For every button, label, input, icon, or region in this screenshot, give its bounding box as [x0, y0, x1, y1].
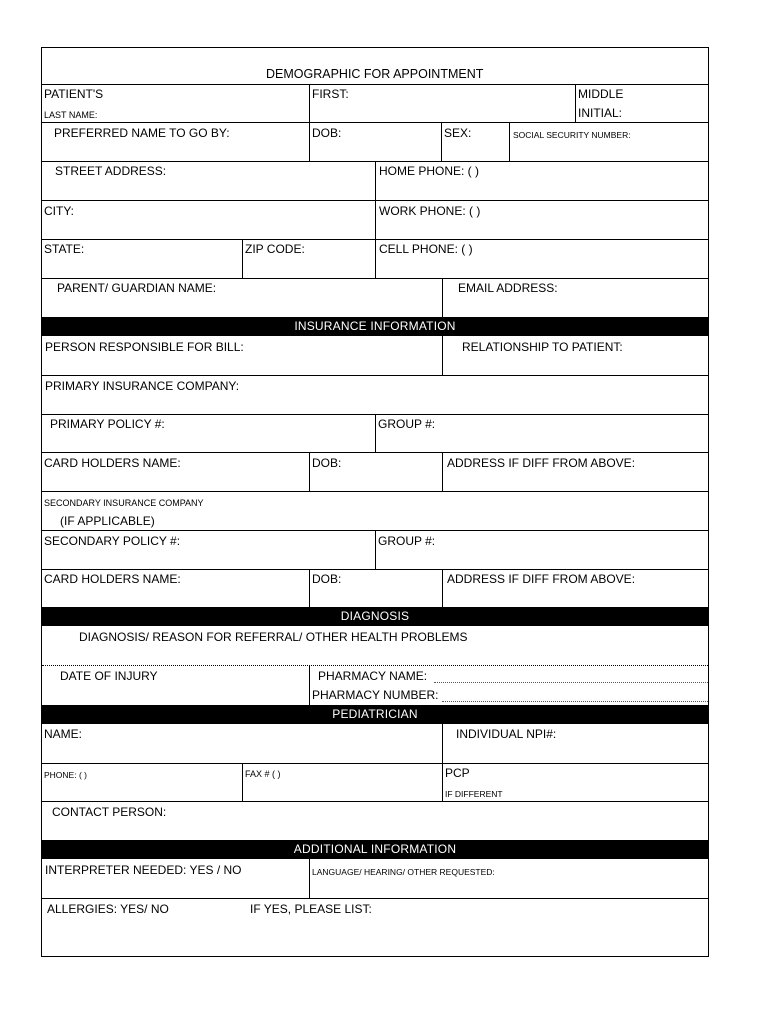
diagnosis-reason-label: DIAGNOSIS/ REASON FOR REFERRAL/ OTHER HEALTH PROBLEMS	[79, 630, 468, 644]
col-divider	[375, 414, 376, 452]
street-address-label: STREET ADDRESS:	[55, 164, 167, 178]
row-divider-dotted	[42, 665, 708, 666]
row-divider	[42, 763, 708, 764]
npi-label: INDIVIDUAL NPI#:	[456, 727, 557, 741]
guardian-name-label: PARENT/ GUARDIAN NAME:	[57, 281, 217, 295]
pediatrician-name-label: NAME:	[44, 727, 83, 741]
row-divider	[42, 801, 708, 802]
secondary-policy-label: SECONDARY POLICY #:	[44, 534, 181, 548]
zip-code-label: ZIP CODE:	[245, 242, 305, 256]
card-dob-label-2: DOB:	[312, 572, 342, 586]
col-divider	[375, 161, 376, 278]
if-different-label: IF DIFFERENT	[445, 789, 503, 799]
col-divider	[309, 859, 310, 898]
primary-policy-label: PRIMARY POLICY #:	[50, 417, 165, 431]
address-diff-label-1: ADDRESS IF DIFF FROM ABOVE:	[447, 456, 636, 470]
work-phone-label: WORK PHONE: ( )	[379, 204, 481, 218]
col-divider	[309, 84, 310, 161]
language-requested-label: LANGUAGE/ HEARING/ OTHER REQUESTED:	[312, 867, 495, 877]
state-label: STATE:	[44, 242, 85, 256]
phone-label: PHONE: ( )	[44, 770, 87, 780]
pcp-label: PCP	[445, 766, 470, 780]
col-divider	[309, 665, 310, 705]
group-label-1: GROUP #:	[378, 417, 436, 431]
col-divider	[242, 763, 243, 801]
row-divider	[42, 452, 708, 453]
ssn-label: SOCIAL SECURITY NUMBER:	[513, 130, 631, 140]
last-name-label: LAST NAME:	[44, 110, 98, 120]
row-divider	[42, 569, 708, 570]
fax-label: FAX # ( )	[245, 769, 281, 779]
col-divider	[309, 569, 310, 607]
contact-person-label: CONTACT PERSON:	[52, 805, 167, 819]
if-applicable-label: (IF APPLICABLE)	[60, 514, 155, 528]
cell-phone-label: CELL PHONE: ( )	[379, 242, 473, 256]
row-divider	[42, 898, 708, 899]
card-holder-label-1: CARD HOLDERS NAME:	[44, 456, 181, 470]
col-divider	[442, 452, 443, 491]
col-divider	[309, 452, 310, 491]
row-divider	[42, 122, 708, 123]
col-divider	[442, 569, 443, 607]
additional-header: ADDITIONAL INFORMATION	[42, 840, 708, 859]
col-divider	[441, 122, 442, 161]
pharmacy-number-line	[442, 701, 708, 702]
group-label-2: GROUP #:	[378, 534, 436, 548]
row-divider	[42, 84, 708, 85]
patients-label: PATIENT'S	[44, 87, 104, 101]
pediatrician-header: PEDIATRICIAN	[42, 705, 708, 724]
col-divider	[442, 278, 443, 317]
col-divider	[375, 530, 376, 569]
insurance-header: INSURANCE INFORMATION	[42, 317, 708, 336]
row-divider	[42, 375, 708, 376]
col-divider	[242, 239, 243, 278]
row-divider	[42, 491, 708, 492]
diagnosis-header: DIAGNOSIS	[42, 607, 708, 626]
col-divider	[442, 724, 443, 801]
card-dob-label-1: DOB:	[312, 456, 342, 470]
pharmacy-name-line	[434, 682, 708, 683]
appointment-demographic-form	[41, 47, 709, 957]
city-label: CITY:	[44, 204, 75, 218]
email-address-label: EMAIL ADDRESS:	[458, 281, 558, 295]
secondary-company-label: SECONDARY INSURANCE COMPANY	[44, 498, 204, 508]
card-holder-label-2: CARD HOLDERS NAME:	[44, 572, 181, 586]
person-responsible-label: PERSON RESPONSIBLE FOR BILL:	[45, 340, 244, 354]
relationship-label: RELATIONSHIP TO PATIENT:	[462, 340, 623, 354]
form-title: DEMOGRAPHIC FOR APPOINTMENT	[266, 67, 484, 81]
col-divider	[442, 336, 443, 375]
first-name-label: FIRST:	[312, 87, 349, 101]
pharmacy-number-label: PHARMACY NUMBER:	[312, 688, 439, 702]
row-divider	[42, 278, 708, 279]
allergies-list-label: IF YES, PLEASE LIST:	[250, 902, 372, 916]
initial-label: INITIAL:	[578, 106, 623, 120]
col-divider	[575, 84, 576, 122]
dob-label: DOB:	[312, 126, 342, 140]
date-of-injury-label: DATE OF INJURY	[60, 669, 158, 683]
interpreter-needed-label: INTERPRETER NEEDED: YES / NO	[45, 863, 242, 877]
address-diff-label-2: ADDRESS IF DIFF FROM ABOVE:	[447, 572, 636, 586]
preferred-name-label: PREFERRED NAME TO GO BY:	[54, 126, 230, 140]
middle-label: MIDDLE	[578, 87, 624, 101]
sex-label: SEX:	[444, 126, 472, 140]
allergies-label: ALLERGIES: YES/ NO	[47, 902, 169, 916]
home-phone-label: HOME PHONE: ( )	[379, 164, 480, 178]
pharmacy-name-label: PHARMACY NAME:	[318, 669, 428, 683]
col-divider	[509, 122, 510, 161]
primary-company-label: PRIMARY INSURANCE COMPANY:	[45, 379, 240, 393]
